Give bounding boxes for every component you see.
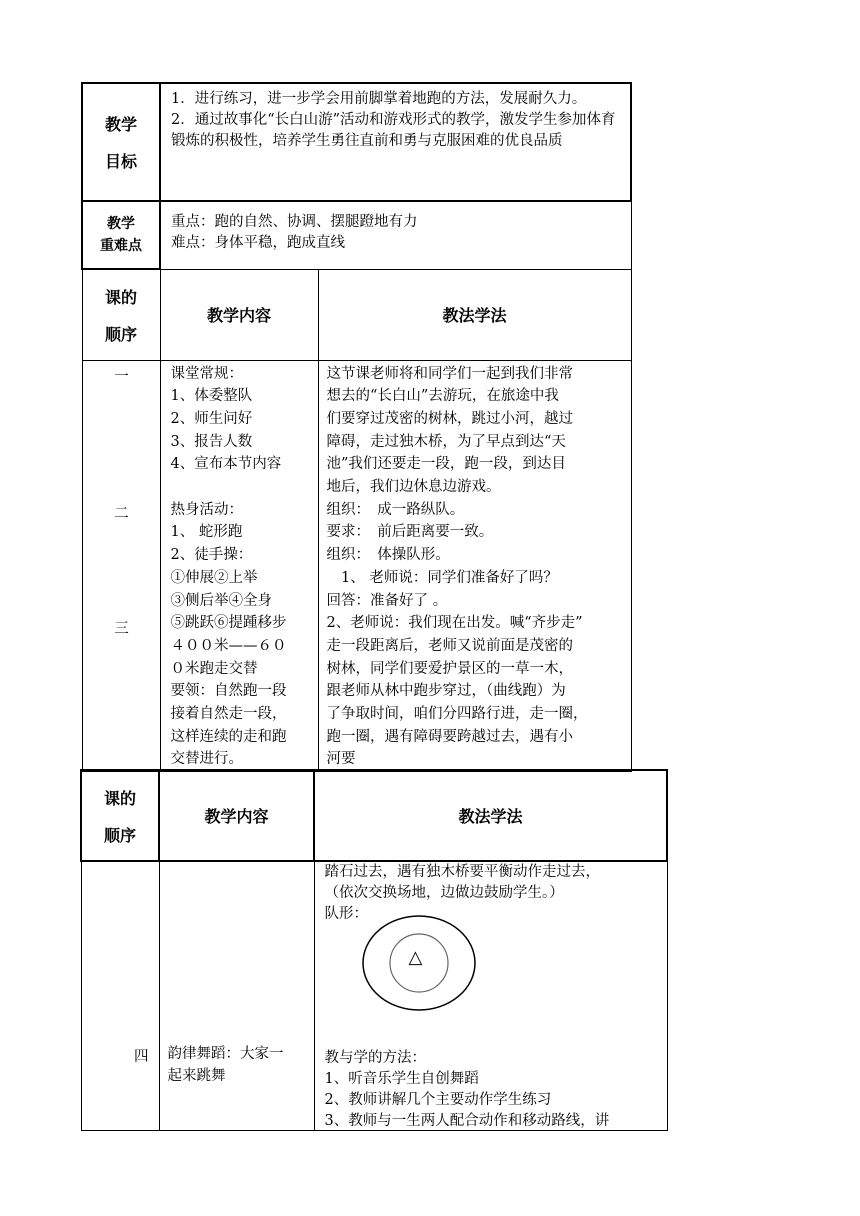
method-line: 2、老师说：我们现在出发。喊“齐步走” xyxy=(326,615,583,632)
focus-text: 重点：跑的自然、协调、摆腿蹬地有力 xyxy=(171,214,418,230)
section2-method-bottom xyxy=(325,1048,610,1132)
content-line: 这样连续的走和跑 xyxy=(170,728,287,745)
content-line: 接着自然走一段， xyxy=(170,706,287,723)
lesson-plan-table-2 xyxy=(80,769,668,1131)
method-line: 想去的“长白山”去游玩，在旅途中我 xyxy=(326,388,559,405)
order-header-line1: 课的 xyxy=(104,287,137,307)
keypoints-text-cell xyxy=(160,201,631,269)
keypoints-label-line2: 重难点 xyxy=(100,238,142,254)
content-line: ０米跑走交替 xyxy=(170,660,258,677)
method-line: 3、教师与一生两人配合动作和移动路线，讲 xyxy=(324,1113,610,1129)
content-cell-1 xyxy=(160,360,318,772)
method-line: 1、 老师说：同学们准备好了吗？ xyxy=(326,569,558,586)
method-line: 了争取时间，咱们分四路行进，走一圈， xyxy=(326,706,588,723)
method-line: 教与学的方法： xyxy=(324,1050,426,1066)
order-mark-1: 一 xyxy=(114,368,129,385)
content-line: 起来跳舞 xyxy=(167,1068,226,1084)
content-line: 1、 蛇形跑 xyxy=(170,524,243,541)
method-line: 河要 xyxy=(326,751,356,768)
method-line: 队形： xyxy=(324,906,368,922)
content-line: ４００米——６０ xyxy=(170,637,287,654)
lesson-plan-table-1 xyxy=(81,82,632,772)
method-line: 走一段距离后，老师又说前面是茂密的 xyxy=(326,637,573,654)
content-line: 4、宣布本节内容 xyxy=(170,456,282,473)
content-line: 韵律舞蹈：大家一 xyxy=(167,1046,284,1062)
order-header-line1: 课的 xyxy=(103,788,136,808)
method-line: 池”我们还要走一段，跑一段，到达目 xyxy=(326,456,566,473)
method-line: 2、教师讲解几个主要动作学生练习 xyxy=(324,1092,552,1108)
order-mark-3: 三 xyxy=(114,620,129,637)
objective-label-cell xyxy=(82,83,160,201)
order-mark-4: 四 xyxy=(134,1049,149,1065)
method-line: 踏石过去，遇有独木桥要平衡动作走过去， xyxy=(324,864,600,880)
content-line: 要领：自然跑一段 xyxy=(170,683,287,700)
method-line: 组织： 体操队形。 xyxy=(326,547,450,564)
order-header-line2: 顺序 xyxy=(104,324,137,344)
content-line: 热身活动： xyxy=(170,501,243,518)
method-line: 要求： 前后距离要一致。 xyxy=(326,524,494,541)
method-cell-1 xyxy=(318,360,631,772)
method-line: 跟老师从林中跑步穿过，（曲线跑）为 xyxy=(326,683,566,700)
method-line: 1、听音乐学生自创舞蹈 xyxy=(324,1071,479,1087)
content-line xyxy=(171,476,318,499)
content-line: 3、报告人数 xyxy=(170,433,253,450)
method-cell-2 xyxy=(314,861,667,1130)
content-line: 2、徒手操： xyxy=(170,547,253,564)
method-line: 回答：准备好了 。 xyxy=(326,592,448,609)
method-line: 跑一圈，遇有障碍要跨越过去，遇有小 xyxy=(326,728,573,745)
content-line: 课堂常规： xyxy=(170,365,243,382)
method-line: 们要穿过茂密的树林，跳过小河，越过 xyxy=(326,410,573,427)
content-line: ⑤跳跃⑥提踵移步 xyxy=(170,615,287,632)
formation-triangle-icon: △ xyxy=(408,947,423,968)
method-header: 教法学法 xyxy=(318,269,631,360)
method-header-2: 教法学法 xyxy=(314,770,667,861)
content-line: ①伸展②上举 xyxy=(170,569,258,586)
objective-label-line2: 目标 xyxy=(104,152,137,171)
content-header-2: 教学内容 xyxy=(159,770,314,861)
method-line: 障碍，走过独木桥，为了早点到达“天 xyxy=(326,433,566,450)
keypoints-label-cell xyxy=(82,201,160,269)
section2-content xyxy=(168,1043,284,1087)
content-line: 2、师生问好 xyxy=(170,410,253,427)
method-line: 树林，同学们要爱护景区的一草一木， xyxy=(326,660,573,677)
order-header-cell-2 xyxy=(81,770,159,861)
method-line: 组织： 成一路纵队。 xyxy=(326,501,465,518)
content-line: ③侧后举④全身 xyxy=(170,592,272,609)
content-line: 交替进行。 xyxy=(170,751,243,768)
keypoints-label-line1: 教学 xyxy=(107,216,135,232)
order-mark-2: 二 xyxy=(114,505,129,522)
content-cell-2 xyxy=(159,861,314,1130)
order-header-line2: 顺序 xyxy=(103,825,136,845)
method-line: 地后，我们边休息边游戏。 xyxy=(326,479,501,496)
objective-label-line1: 教学 xyxy=(104,115,137,134)
order-header-cell xyxy=(82,269,160,360)
method-line: 这节课老师将和同学们一起到我们非常 xyxy=(326,365,573,382)
content-line: 1、体委整队 xyxy=(170,388,253,405)
content-header: 教学内容 xyxy=(160,269,318,360)
objective-text-cell xyxy=(160,83,631,201)
order-cell-2 xyxy=(81,861,159,1130)
difficulty-text: 难点：身体平稳，跑成直线 xyxy=(171,235,345,251)
method-line: （依次交换场地，边做边鼓励学生。） xyxy=(324,885,564,901)
order-cell-1 xyxy=(82,360,160,772)
objective-text: 1．进行练习，进一步学会用前脚掌着地跑的方法，发展耐久力。 2．通过故事化“长白山游”活动和游戏形式的教学，激发学生参加体育锻炼的积极性，培养学生勇往直前和勇与克服困难的优良品质 xyxy=(171,91,616,149)
